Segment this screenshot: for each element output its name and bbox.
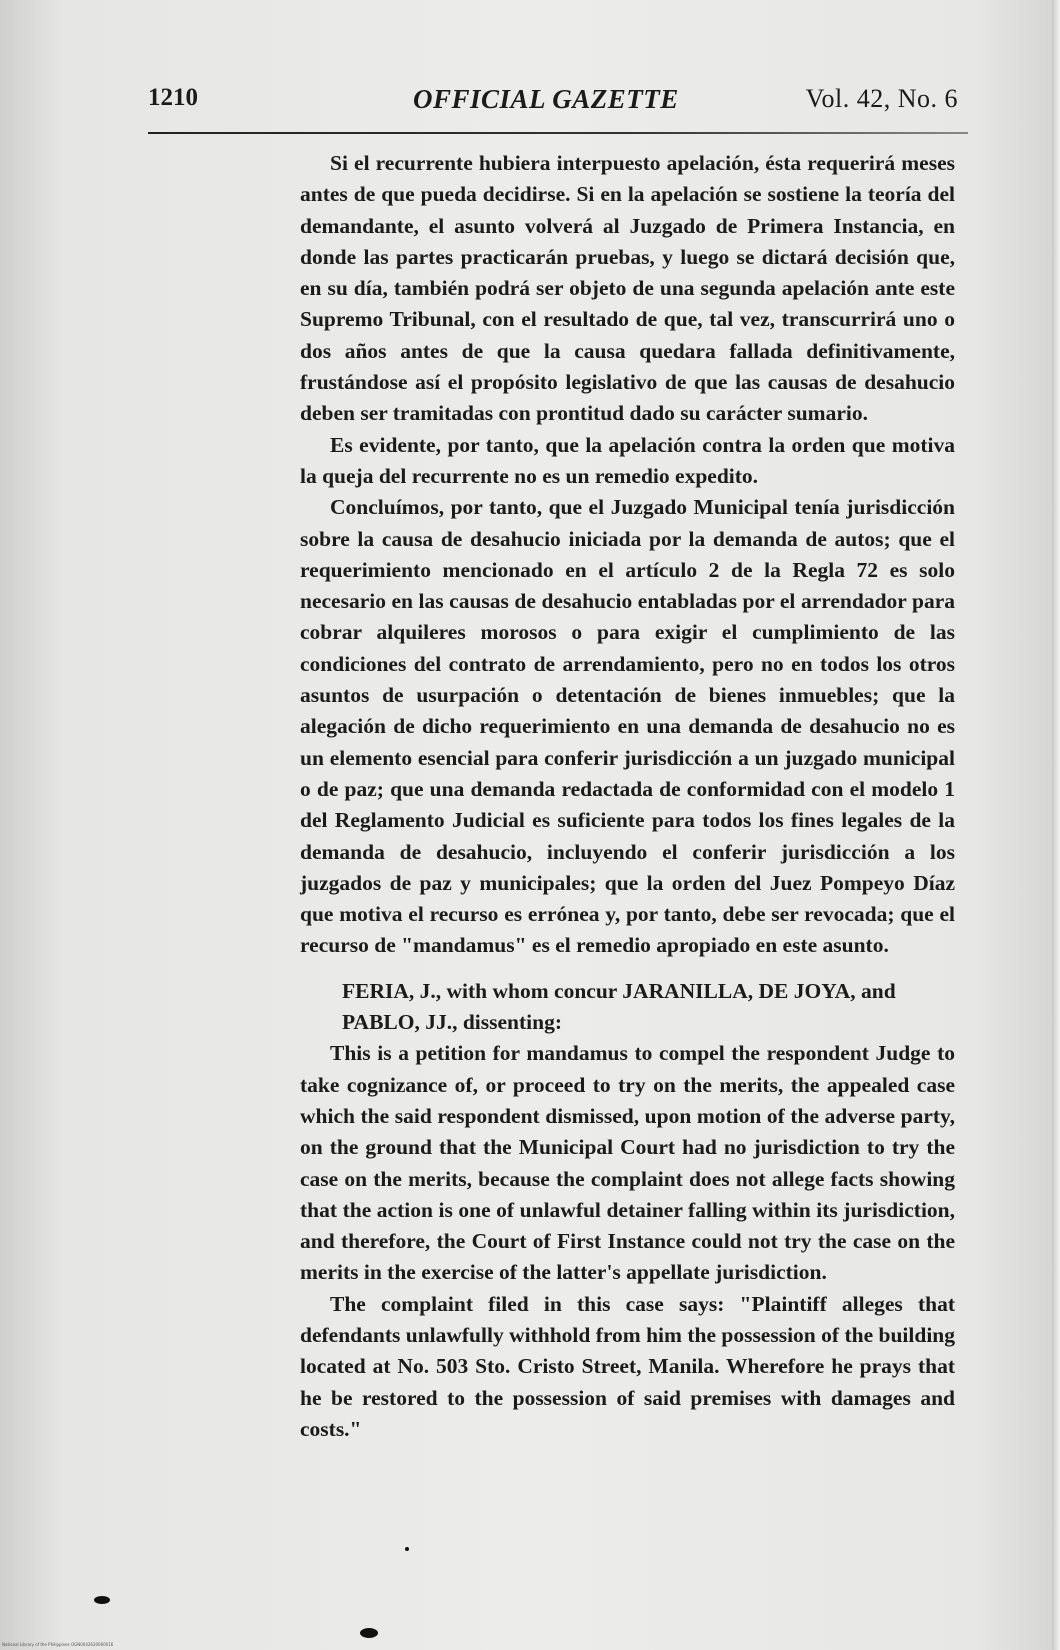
gazette-title: OFFICIAL GAZETTE bbox=[413, 84, 679, 114]
scan-footer: National Library of the Philippines OGN0042620060016 bbox=[2, 1642, 114, 1647]
paragraph-appeal-delay: Si el recurrente hubiera interpuesto apelación, ésta requerirá meses antes de que pueda decidirse. Si en la apelación se sostiene la teoría del demandante, el asunto volverá al Juzgado de Primera Instancia, en donde las partes practicarán pruebas, y luego se dictará decisión que, en su día, también podrá ser objeto de una segunda apelación ante este Supremo Tribunal, con el resultado de que, tal vez, transcurrirá uno o dos años antes de que la causa quedara fallada definitivamente, frustándose así el propósito legislativo de que las causas de desahucio deben ser tramitadas con prontitud dado su carácter sumario. bbox=[300, 151, 955, 426]
dissent-label: PABLO, JJ., dissenting: bbox=[342, 1010, 563, 1035]
page-edge bbox=[1052, 0, 1060, 1650]
dissent-heading bbox=[300, 976, 955, 1039]
paragraph-evident: Es evidente, por tanto, que la apelación contra la orden que motiva la queja del recurrente no es un remedio expedito. bbox=[300, 432, 955, 488]
paragraph-mandamus-petition: This is a petition for mandamus to compel the respondent Judge to take cognizance of, or proceed to try on the merits, the appealed case which the said respondent dismissed, upon motion of the adverse party, on the ground that the Municipal Court had no jurisdiction to try the case on the merits, because the complaint does not allege facts showing that the action is one of unlawful detainer falling within its jurisdiction, and therefore, the Court of First Instance could not try the case on the merits in the exercise of the latter's appellate jurisdiction. bbox=[300, 1041, 955, 1285]
page-header bbox=[148, 84, 958, 124]
dissent-justices: FERIA, J., with whom concur JARANILLA, DE JOYA, and bbox=[342, 978, 896, 1003]
volume-issue: Vol. 42, No. 6 bbox=[805, 84, 958, 113]
article-body bbox=[300, 148, 955, 1445]
paragraph-complaint: The complaint filed in this case says: "Plaintiff alleges that defendants unlawfully withhold from him the possession of the building located at No. 503 Sto. Cristo Street, Manila. Wherefore he prays that he be restored to the possession of said premises with damages and costs." bbox=[300, 1291, 955, 1441]
paragraph-conclusion: Concluímos, por tanto, que el Juzgado Municipal tenía jurisdicción sobre la causa de desahucio iniciada por la demanda de autos; que el requerimiento mencionado en el artículo 2 de la Regla 72 es solo necesario en las causas de desahucio entabladas por el arrendador para cobrar alquileres morosos o para exigir el cumplimiento de las condiciones del contrato de arrendamiento, pero no en todos los otros asuntos de usurpación o detentación de bienes inmuebles; que la alegación de dicho requerimiento en una demanda de desahucio no es un elemento esencial para conferir jurisdicción a un juzgado municipal o de paz; que una demanda redactada de conformidad con el modelo 1 del Reglamento Judicial es suficiente para todos los fines legales de la demanda de desahucio, incluyendo el conferir jurisdicción a los juzgados de paz y municipales; que la orden del Juez Pompeyo Díaz que motiva el recurso es errónea y, por tanto, debe ser revocada; que el recurso de "mandamus" es el remedio apropiado en este asunto. bbox=[300, 495, 955, 958]
ink-mark-bottom bbox=[360, 1628, 378, 1638]
page-number: 1210 bbox=[148, 84, 198, 111]
ink-mark-left bbox=[94, 1596, 110, 1604]
header-rule bbox=[148, 132, 968, 134]
ink-dot-small bbox=[405, 1547, 409, 1551]
